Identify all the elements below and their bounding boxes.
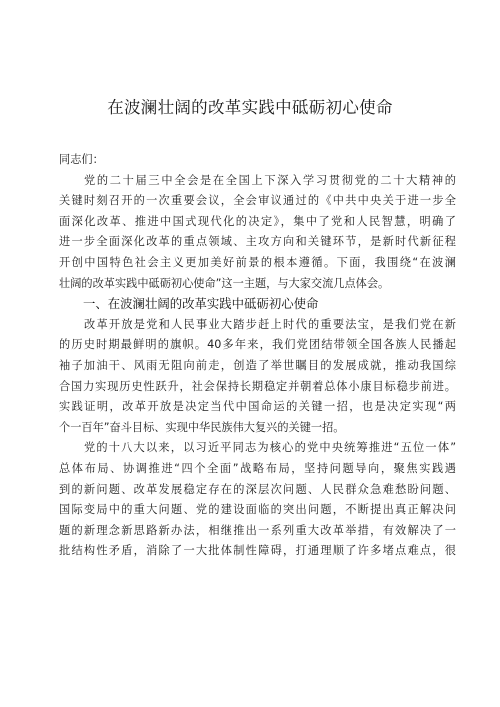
paragraph-line: 到的新问题、改革发展稳定存在的深层次问题、人民群众急难愁盼问题、: [59, 482, 456, 496]
document-title: 在波澜壮阔的改革实践中砥砺初心使命: [107, 98, 393, 117]
paragraph-line: 面深化改革、推进中国式现代化的决定》，集中了党和人民智慧，明确了: [59, 214, 456, 228]
paragraph-line: 改革开放是党和人民事业大踏步赶上时代的重要法宝，是我们党在新: [84, 317, 456, 331]
greeting: 同志们：: [59, 153, 104, 166]
document-body: [59, 150, 456, 562]
paragraph-line: 实践证明，改革开放是决定当代中国命运的关键一招，也是决定实现“两: [59, 400, 456, 414]
paragraph-line: 个一百年”奋斗目标、实现中华民族伟大复兴的关键一招。: [59, 420, 345, 434]
paragraph-line: 总体布局、协调推进“四个全面”战略布局，坚持问题导向，聚焦实践遇: [59, 461, 456, 475]
paragraph-line: 的历史时期最鲜明的旗帜。40多年来，我们党团结带领全国各族人民播起: [59, 338, 456, 352]
paragraph-line: 开创中国特色社会主义更加美好前景的根本遵循。下面，我围绕“在波澜: [59, 255, 456, 269]
paragraph-line: 国际变局中的重大问题、党的建设面临的突出问题，不断提出真正解决问: [59, 503, 456, 517]
paragraph-line: 关键时刻召开的一次重要会议，全会审议通过的《中共中央关于进一步全: [59, 194, 456, 208]
paragraph-line: 党的二十届三中全会是在全国上下深入学习贯彻党的二十大精神的: [84, 173, 456, 187]
section-heading: 一、在波澜壮阔的改革实践中砥砺初心使命: [83, 296, 319, 312]
paragraph-line: 袖子加油干、风雨无阻向前走，创造了举世瞩目的发展成就，推动我国综: [59, 358, 456, 372]
paragraph-line: 进一步全面深化改革的重点领域、主攻方向和关键环节，是新时代新征程: [59, 235, 456, 249]
paragraph-line: 批结构性矛盾，消除了一大批体制性障碍，打通理顺了许多堵点难点，很: [59, 544, 456, 558]
paragraph-line: 合国力实现历史性跃升，社会保持长期稳定并朝着总体小康目标稳步前进。: [59, 379, 456, 393]
paragraph-line: 党的十八大以来，以习近平同志为核心的党中央统筹推进“五位一体”: [84, 441, 456, 455]
paragraph-line: 壮阔的改革实践中砥砺初心使命”这一主题，与大家交流几点体会。: [59, 276, 390, 290]
paragraph-line: 题的新理念新思路新办法，相继推出一系列重大改革举措，有效解决了一: [59, 523, 456, 537]
